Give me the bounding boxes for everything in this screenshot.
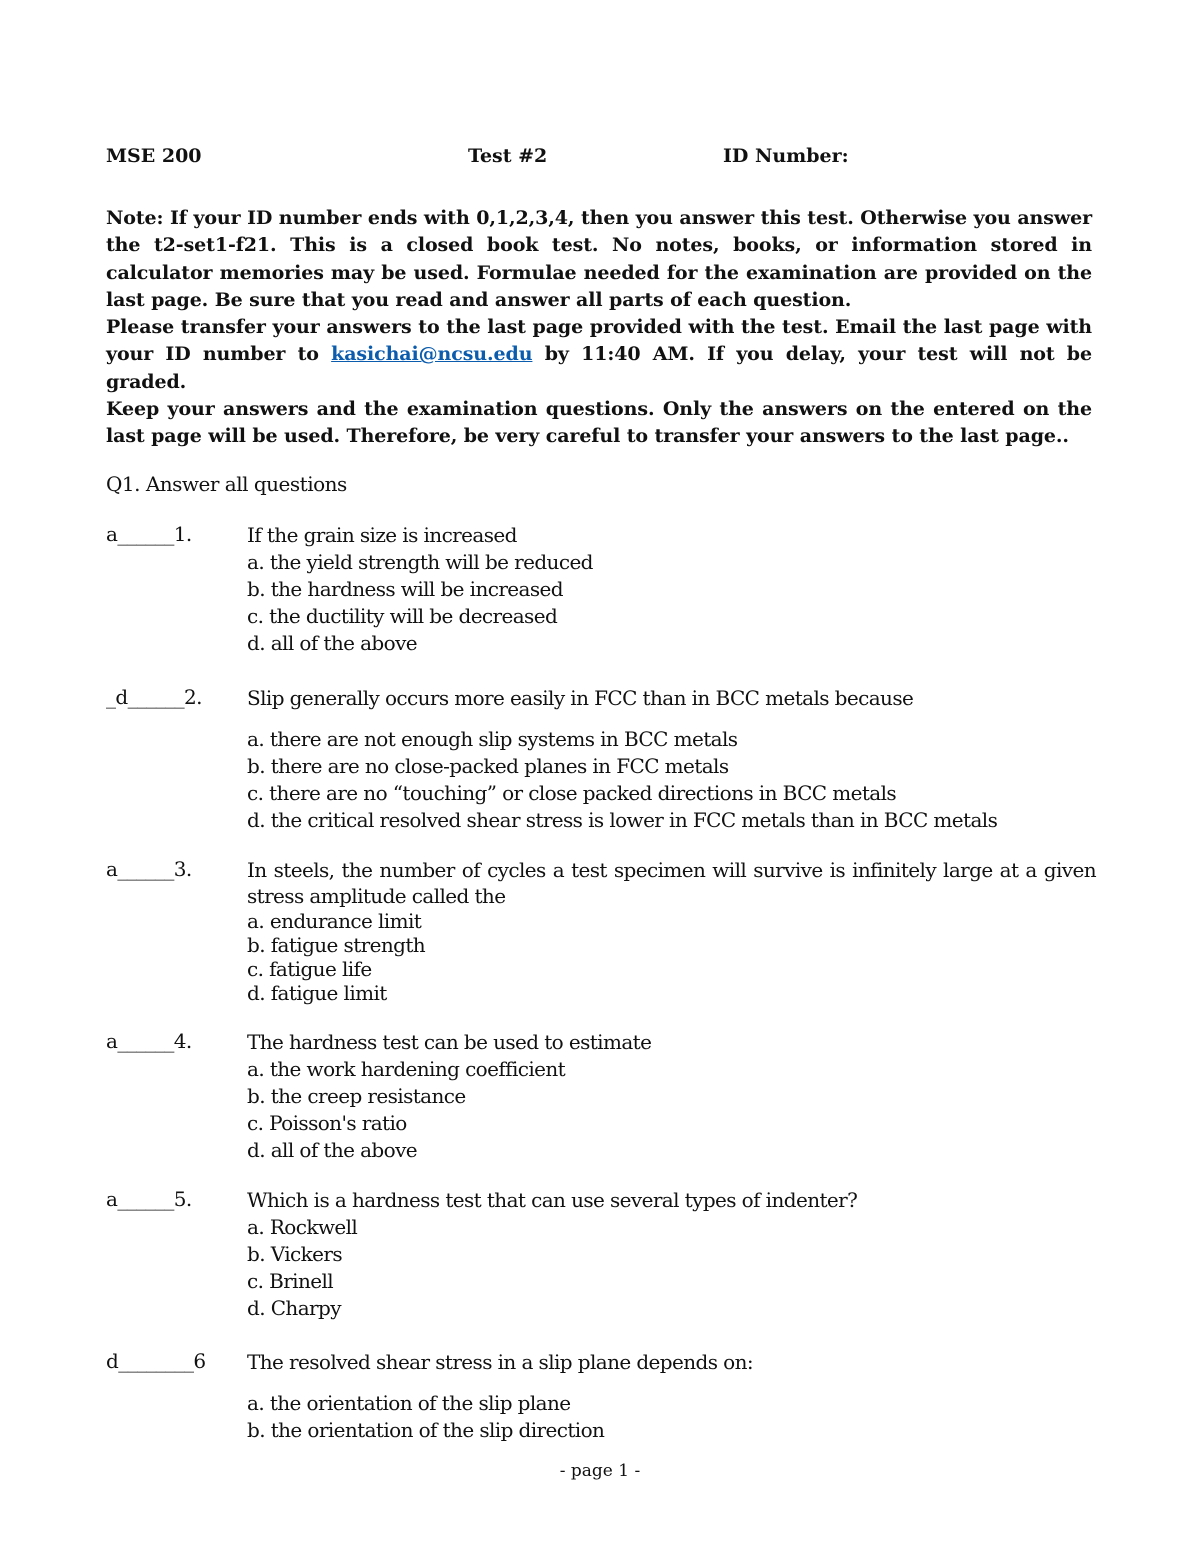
option-b: b. the orientation of the slip direction xyxy=(247,1418,605,1442)
option-c: c. fatigue life xyxy=(247,957,372,981)
question-text: If the grain size is increased xyxy=(247,523,517,547)
id-number-label: ID Number: xyxy=(723,145,849,167)
question-body xyxy=(247,685,1096,834)
note-text: by 11:40 AM. If you delay, your test will not be graded. xyxy=(106,343,1092,393)
question-body xyxy=(247,1349,1096,1444)
question-body xyxy=(247,1029,1096,1164)
question-text: The hardness test can be used to estimate xyxy=(247,1030,652,1054)
option-d: d. all of the above xyxy=(247,631,418,655)
question-text: In steels, the number of cycles a test specimen will survive is infinitely large at a given stress amplitude called the xyxy=(247,858,1096,908)
option-c: c. Poisson's ratio xyxy=(247,1111,407,1135)
option-a: a. Rockwell xyxy=(247,1215,358,1239)
option-b: b. the hardness will be increased xyxy=(247,577,563,601)
option-a: a. the work hardening coefficient xyxy=(247,1057,566,1081)
option-a: a. the yield strength will be reduced xyxy=(247,550,593,574)
option-d: d. the critical resolved shear stress is lower in FCC metals than in BCC metals xyxy=(247,808,998,832)
note-text: Please transfer your answers to the last page provided with the test. Email the last page with your ID number to xyxy=(106,316,1092,366)
answer-blank[interactable]: d________6 xyxy=(106,1349,206,1373)
question-text: The resolved shear stress in a slip plane depends on: xyxy=(247,1350,753,1374)
page-footer: - page 1 - xyxy=(559,1461,641,1481)
option-a: a. there are not enough slip systems in BCC metals xyxy=(247,727,738,751)
question-text: Which is a hardness test that can use several types of indenter? xyxy=(247,1188,858,1212)
option-b: b. Vickers xyxy=(247,1242,342,1266)
option-c: c. the ductility will be decreased xyxy=(247,604,558,628)
answer-blank[interactable]: _d______2. xyxy=(106,685,202,709)
instructions-note xyxy=(106,205,1092,451)
option-c: c. there are no “touching” or close packed directions in BCC metals xyxy=(247,781,897,805)
course-code: MSE 200 xyxy=(106,145,202,167)
exam-header xyxy=(106,145,1096,169)
question-text: Slip generally occurs more easily in FCC than in BCC metals because xyxy=(247,686,914,710)
note-paragraph-1: Note: If your ID number ends with 0,1,2,3,4, then you answer this test. Otherwise you answer the t2-set1-f21. This is a closed book test. No notes, books, or information stored in calculator memories may be used. Formulae needed for the examination are provided on the last page. Be sure that you read and answer all parts of each question. xyxy=(106,207,1092,311)
q1-title: Q1. Answer all questions xyxy=(106,472,347,496)
question-body xyxy=(247,1187,1096,1322)
answer-blank[interactable]: a______5. xyxy=(106,1187,192,1211)
email-link[interactable]: kasichai@ncsu.edu xyxy=(331,343,533,366)
note-paragraph-2 xyxy=(106,314,1092,396)
question-body xyxy=(247,857,1096,1005)
answer-blank[interactable]: a______4. xyxy=(106,1029,192,1053)
question-body xyxy=(247,522,1096,657)
option-c: c. Brinell xyxy=(247,1269,334,1293)
option-b: b. there are no close-packed planes in FCC metals xyxy=(247,754,729,778)
option-b: b. fatigue strength xyxy=(247,933,426,957)
option-a: a. endurance limit xyxy=(247,909,422,933)
option-a: a. the orientation of the slip plane xyxy=(247,1391,571,1415)
option-d: d. fatigue limit xyxy=(247,981,387,1005)
option-b: b. the creep resistance xyxy=(247,1084,466,1108)
option-d: d. all of the above xyxy=(247,1138,418,1162)
answer-blank[interactable]: a______3. xyxy=(106,857,192,881)
test-number: Test #2 xyxy=(468,145,548,167)
answer-blank[interactable]: a______1. xyxy=(106,522,192,546)
option-d: d. Charpy xyxy=(247,1296,341,1320)
note-paragraph-3: Keep your answers and the examination questions. Only the answers on the entered on the last page will be used. Therefore, be very careful to transfer your answers to the last page.. xyxy=(106,398,1092,448)
